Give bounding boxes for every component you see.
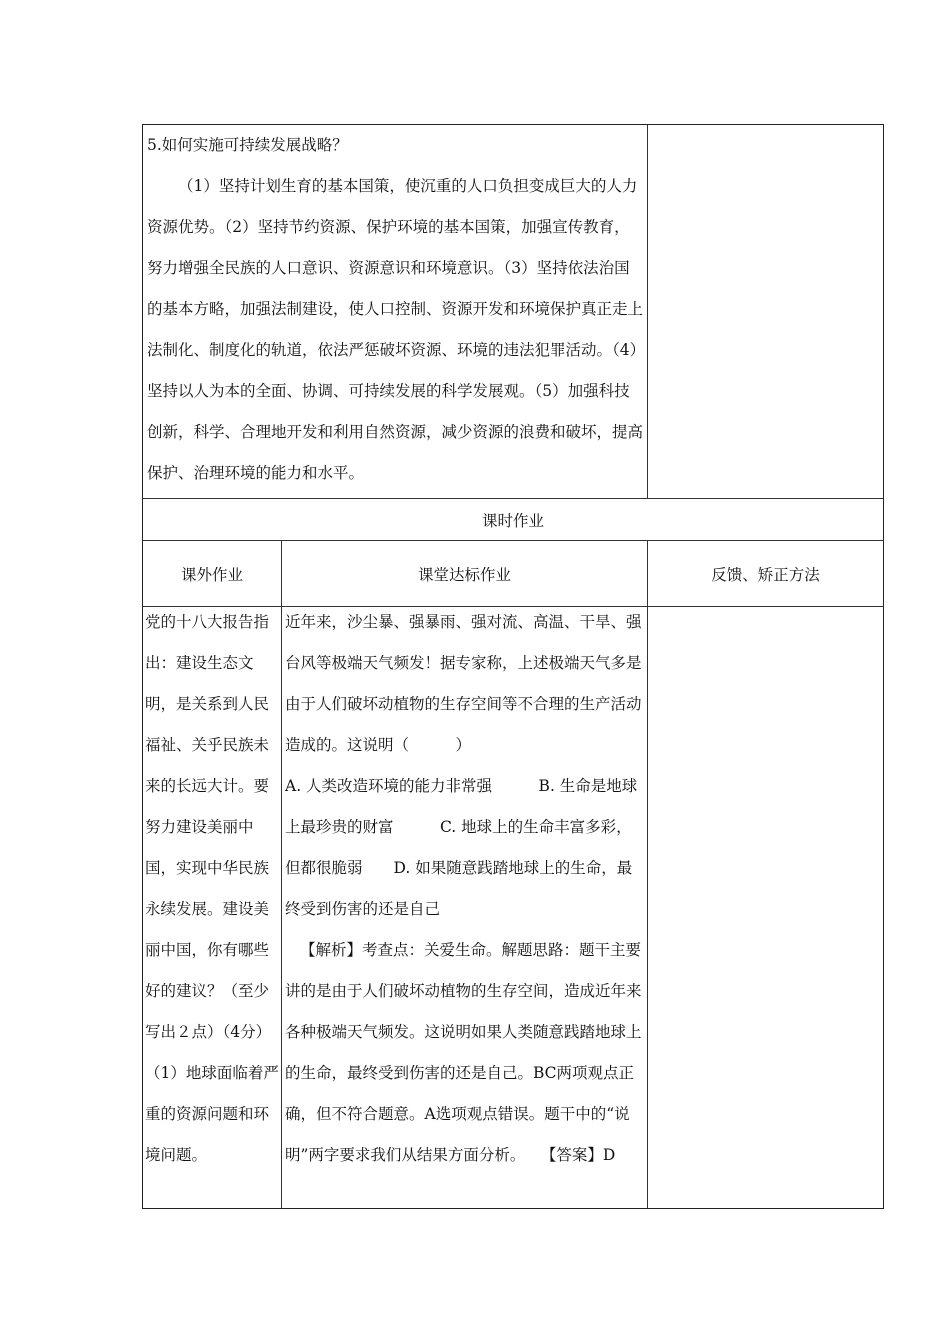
classroom-homework-cell [285, 602, 646, 1208]
strategy-question: 5.如何实施可持续发展战略？ [147, 136, 348, 154]
header-feedback: 反馈、矫正方法 [711, 565, 820, 584]
strategy-answer: （1）坚持计划生育的基本国策，使沉重的人口负担变成巨大的人力资源优势。（2）坚持节约资源、保护环境的基本国策，加强宣传教育，努力增强全民族的人口意识、资源意识和环境意识。（3）坚持依法治国的基本方略，加强法制建设，使人口控制、资源开发和环境保护真正走上法制化、制度化的轨道，依法严惩破坏资源、环境的违法犯罪活动。（4）坚持以人为本的全面、协调、可持续发展的科学发展观。（5）加强科技创新，科学、合理地开发和利用自然资源，减少资源的浪费和破坏，提高保护、治理环境的能力和水平。 [147, 177, 644, 482]
feedback-cell [648, 607, 883, 1208]
strategy-side-cell [648, 125, 883, 498]
outside-question: 党的十八大报告指出：建设生态文明，是关系到人民福祉、关乎民族未来的长远大计。要努力建设美丽中国，实现中华民族永续发展。建设美丽中国，你有哪些好的建议？（至少写出２点）（4分） [145, 613, 272, 1041]
lesson-table [142, 124, 884, 1209]
column-divider [281, 540, 282, 1208]
outside-answer: （1）地球面临着严重的资源问题和环境问题。 [145, 1064, 279, 1164]
strategy-content-cell [145, 125, 646, 498]
homework-title: 课时作业 [481, 511, 544, 530]
classroom-options: A. 人类改造环境的能力非常强 B. 生命是地球上最珍贵的财富 C. 地球上的生命丰富多彩，但都很脆弱 D. 如果随意践踏地球上的生命，最终受到伤害的还是自己 [285, 777, 638, 918]
outside-homework-cell [145, 602, 281, 1208]
classroom-question: 近年来，沙尘暴、强暴雨、强对流、高温、干旱、强台风等极端天气频发！据专家称，上述极端天气多是由于人们破坏动植物的生存空间等不合理的生产活动造成的。这说明（ ） [285, 613, 642, 754]
header-outside-homework: 课外作业 [180, 565, 243, 584]
header-classroom-homework: 课堂达标作业 [417, 565, 511, 584]
classroom-analysis: 【解析】考查点：关爱生命。解题思路：题干主要讲的是由于人们破坏动植物的生存空间，造成近年来各种极端天气频发。这说明如果人类随意践踏地球上的生命，最终受到伤害的还是自己。BC两项观点正确，但不符合题意。A选项观点错误。题干中的“说明”两字要求我们从结果方面分析。 【答案】D [285, 941, 642, 1164]
